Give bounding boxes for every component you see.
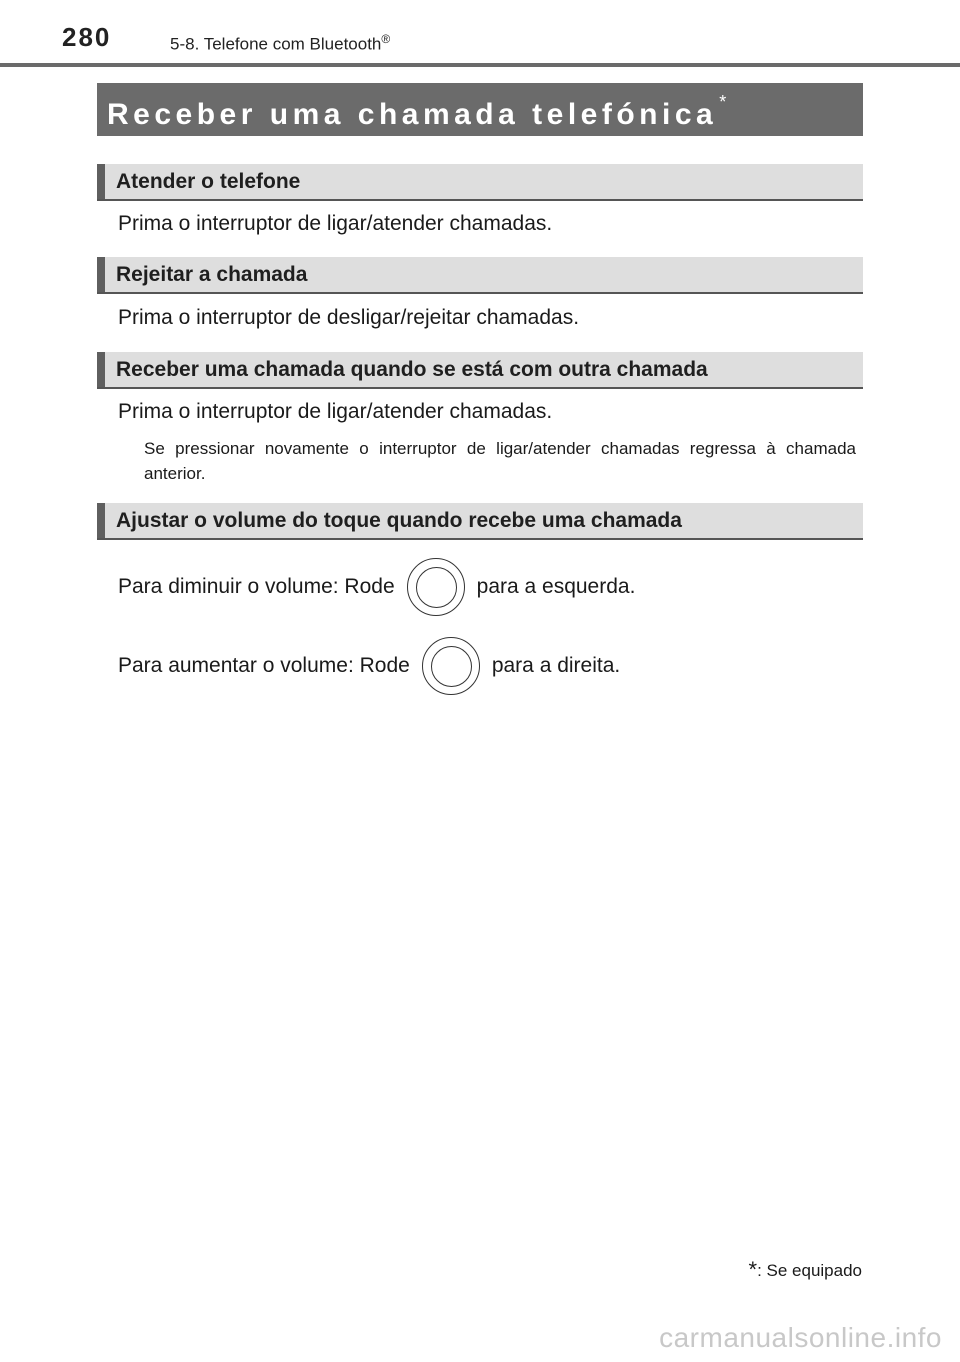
footnote-text: : Se equipado [757, 1261, 862, 1280]
page-title [107, 92, 726, 132]
section-title: Atender o telefone [116, 170, 301, 193]
section-title: Receber uma chamada quando se está com outra chamada [116, 358, 708, 381]
section-ring-volume [97, 503, 863, 540]
volume-increase-text: Para aumentar o volume: Rode [118, 654, 410, 677]
main-title-bar [97, 83, 863, 136]
equipped-asterisk: * [719, 92, 727, 112]
volume-decrease-direction: para a esquerda. [476, 575, 636, 598]
page-number: 280 [62, 22, 112, 52]
chapter-title [170, 32, 390, 55]
watermark: carmanualsonline.info [659, 1322, 942, 1353]
section-answer-text: Prima o interruptor de ligar/atender chamadas. [118, 212, 553, 235]
volume-knob-icon [422, 637, 480, 695]
footnote-asterisk: * [748, 1257, 758, 1282]
footnote [749, 1257, 862, 1283]
volume-decrease-text: Para diminuir o volume: Rode [118, 575, 395, 598]
chapter-label: 5-8. Telefone com Bluetooth [170, 34, 382, 54]
section-reject-text: Prima o interruptor de desligar/rejeitar chamadas. [118, 306, 580, 329]
volume-increase-direction: para a direita. [491, 654, 621, 677]
section-answer-phone [97, 164, 863, 201]
section-title: Ajustar o volume do toque quando recebe uma chamada [116, 509, 682, 532]
section-call-waiting [97, 352, 863, 389]
section-reject-call [97, 257, 863, 294]
volume-increase-line [118, 636, 620, 696]
section-call-waiting-text: Prima o interruptor de ligar/atender chamadas. [118, 400, 553, 423]
volume-knob-icon [407, 558, 465, 616]
section-title: Rejeitar a chamada [116, 263, 308, 286]
section-call-waiting-note: Se pressionar novamente o interruptor de ligar/atender chamadas regressa à chamada anterior. [144, 439, 856, 483]
header-rule [0, 63, 960, 67]
registered-mark: ® [381, 32, 391, 46]
page-title-text: Receber uma chamada telefónica [107, 98, 718, 131]
volume-decrease-line [118, 557, 635, 617]
